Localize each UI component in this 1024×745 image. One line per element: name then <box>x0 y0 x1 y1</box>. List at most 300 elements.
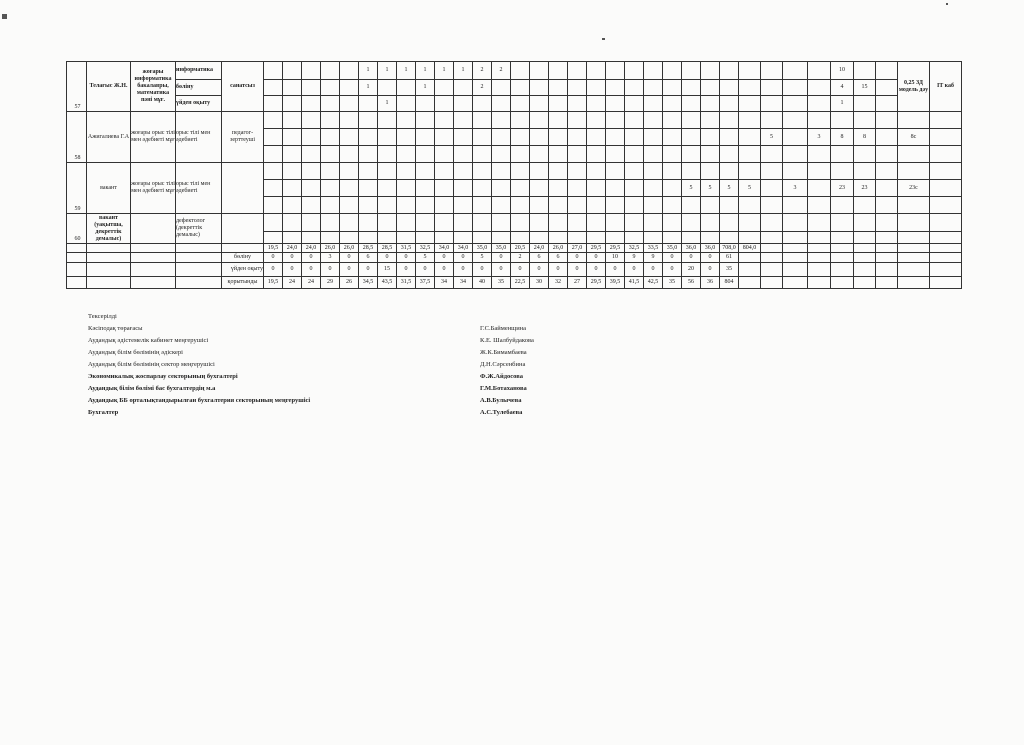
table-cell <box>898 244 930 253</box>
table-cell <box>397 129 416 146</box>
table-cell <box>264 80 283 96</box>
table-cell <box>587 96 606 112</box>
table-cell <box>720 163 739 180</box>
table-cell <box>739 62 761 80</box>
table-cell <box>854 62 876 80</box>
table-cell <box>321 96 340 112</box>
teacher-category: педагог-зерттеуші <box>222 112 264 163</box>
table-cell <box>739 112 761 129</box>
split-value: 61 <box>720 253 739 263</box>
teacher-education: жоғары орыс тілі мен әдебиеті мұғ <box>131 112 176 163</box>
table-cell <box>340 197 359 214</box>
table-cell <box>644 129 663 146</box>
table-cell <box>549 62 568 80</box>
table-cell <box>568 112 587 129</box>
table-cell <box>416 232 435 244</box>
table-cell <box>473 197 492 214</box>
table-cell <box>783 244 808 253</box>
table-cell <box>549 146 568 163</box>
table-cell <box>831 146 854 163</box>
grand-total-value: 37,5 <box>416 277 435 289</box>
teacher-name: Телағыс Ж.Н. <box>87 62 131 112</box>
hour-value: 1 <box>397 62 416 80</box>
split-value: 0 <box>264 253 283 263</box>
table-cell <box>720 62 739 80</box>
home-study-value: 0 <box>473 263 492 277</box>
scan-speck <box>2 14 7 19</box>
extra-note: 0,25 ЗД модель дәу <box>898 62 930 112</box>
signature-role: Аудандық білім бөлімі бас бухгалтердің м.а <box>88 385 216 392</box>
table-cell <box>321 80 340 96</box>
table-cell <box>530 180 549 197</box>
table-cell <box>761 80 783 96</box>
table-cell <box>568 96 587 112</box>
table-cell <box>625 80 644 96</box>
signature-name: Ж.К.Бимамбаева <box>480 349 527 356</box>
table-cell <box>549 232 568 244</box>
table-cell <box>473 214 492 232</box>
table-cell <box>473 112 492 129</box>
table-cell <box>321 112 340 129</box>
table-cell <box>492 112 511 129</box>
table-cell <box>701 129 720 146</box>
table-cell <box>587 180 606 197</box>
table-cell <box>511 62 530 80</box>
split-value: 0 <box>378 253 397 263</box>
split-value: 0 <box>302 253 321 263</box>
total-hours-value: 36,0 <box>701 244 720 253</box>
table-cell <box>87 277 131 289</box>
table-cell <box>606 163 625 180</box>
table-cell <box>587 163 606 180</box>
grand-total-value: 35 <box>492 277 511 289</box>
table-cell <box>898 277 930 289</box>
table-cell <box>831 253 854 263</box>
table-cell <box>283 163 302 180</box>
table-cell <box>359 129 378 146</box>
table-cell <box>549 180 568 197</box>
table-cell <box>739 277 761 289</box>
table-cell <box>831 263 854 277</box>
table-cell <box>663 232 682 244</box>
table-cell <box>176 253 222 263</box>
table-cell <box>283 62 302 80</box>
grand-total-value: 27 <box>568 277 587 289</box>
home-study-value: 0 <box>644 263 663 277</box>
table-cell <box>222 163 264 214</box>
table-cell <box>663 197 682 214</box>
table-cell <box>568 129 587 146</box>
table-cell <box>549 129 568 146</box>
grand-total-value: 804 <box>720 277 739 289</box>
split-value: 0 <box>682 253 701 263</box>
table-cell <box>67 253 87 263</box>
table-cell <box>682 214 701 232</box>
table-cell <box>808 62 831 80</box>
hour-value: 1 <box>359 62 378 80</box>
table-cell <box>378 146 397 163</box>
table-row <box>67 163 962 180</box>
hour-total: 8 <box>854 129 876 146</box>
hour-value: 1 <box>416 80 435 96</box>
table-cell <box>359 146 378 163</box>
hour-value: 3 <box>808 129 831 146</box>
table-cell <box>302 232 321 244</box>
signature-role: Аудандық білім бөлімінің әдіскері <box>88 349 183 356</box>
table-cell <box>511 214 530 232</box>
table-cell <box>720 80 739 96</box>
table-cell <box>625 62 644 80</box>
hour-total: 10 <box>831 62 854 80</box>
split-value: 10 <box>606 253 625 263</box>
table-cell <box>720 96 739 112</box>
table-cell <box>606 112 625 129</box>
table-cell <box>340 112 359 129</box>
table-cell <box>321 232 340 244</box>
total-hours-value: 24,0 <box>302 244 321 253</box>
table-row <box>67 112 962 129</box>
table-cell <box>783 129 808 146</box>
table-cell <box>176 277 222 289</box>
table-cell <box>898 253 930 263</box>
table-cell <box>761 180 783 197</box>
table-cell <box>644 96 663 112</box>
table-cell <box>930 277 962 289</box>
home-study-value: 0 <box>435 263 454 277</box>
table-cell <box>416 197 435 214</box>
table-cell <box>831 232 854 244</box>
table-cell <box>587 80 606 96</box>
table-cell <box>854 263 876 277</box>
table-cell <box>898 146 930 163</box>
total-hours-value: 31,5 <box>397 244 416 253</box>
table-row <box>67 277 962 289</box>
signature-name: Д.Н.Сәрсенбина <box>480 361 526 368</box>
table-cell <box>264 62 283 80</box>
table-cell <box>761 232 783 244</box>
total-hours-value: 29,5 <box>606 244 625 253</box>
table-cell <box>808 197 831 214</box>
table-cell <box>682 232 701 244</box>
table-cell <box>492 180 511 197</box>
table-cell <box>783 232 808 244</box>
table-cell <box>416 96 435 112</box>
table-cell <box>302 214 321 232</box>
table-cell <box>808 163 831 180</box>
table-cell <box>682 163 701 180</box>
table-cell <box>808 253 831 263</box>
table-cell <box>739 263 761 277</box>
hour-value: 15 <box>854 80 876 96</box>
table-cell <box>876 277 898 289</box>
table-cell <box>876 253 898 263</box>
table-cell <box>176 244 222 253</box>
table-cell <box>831 112 854 129</box>
hour-total: 23 <box>854 180 876 197</box>
table-cell <box>511 197 530 214</box>
total-hours-value: 33,5 <box>644 244 663 253</box>
table-cell <box>701 163 720 180</box>
table-cell <box>492 232 511 244</box>
table-cell <box>340 146 359 163</box>
table-cell <box>930 129 962 146</box>
table-cell <box>378 214 397 232</box>
table-cell <box>340 232 359 244</box>
table-cell <box>264 112 283 129</box>
table-row <box>67 96 962 112</box>
table-cell <box>808 244 831 253</box>
table-cell <box>701 96 720 112</box>
table-cell <box>283 96 302 112</box>
table-cell <box>831 214 854 232</box>
home-study-value: 0 <box>416 263 435 277</box>
table-cell <box>808 180 831 197</box>
grand-total-value: 24 <box>283 277 302 289</box>
signature-name: А.В.Булычева <box>480 397 522 404</box>
table-cell <box>783 96 808 112</box>
table-cell <box>739 146 761 163</box>
table-cell <box>739 80 761 96</box>
table-cell <box>340 163 359 180</box>
table-cell <box>761 197 783 214</box>
table-cell <box>644 214 663 232</box>
table-cell <box>176 263 222 277</box>
table-cell <box>644 180 663 197</box>
table-cell <box>321 214 340 232</box>
table-cell <box>454 232 473 244</box>
total-hours-value: 28,5 <box>378 244 397 253</box>
table-cell <box>397 80 416 96</box>
table-cell <box>397 180 416 197</box>
table-cell <box>783 214 808 232</box>
table-cell <box>492 197 511 214</box>
table-cell <box>435 112 454 129</box>
table-cell <box>511 80 530 96</box>
table-cell <box>808 80 831 96</box>
table-cell <box>663 180 682 197</box>
home-study-value: 20 <box>682 263 701 277</box>
hour-value: 8 <box>831 129 854 146</box>
table-cell <box>876 244 898 253</box>
table-cell <box>530 214 549 232</box>
table-cell <box>808 214 831 232</box>
table-cell <box>930 180 962 197</box>
table-cell <box>761 277 783 289</box>
signature-name: Ф.Ж.Айдосова <box>480 373 523 380</box>
table-cell <box>663 214 682 232</box>
total-hours-value: 26,0 <box>549 244 568 253</box>
home-study-value: 15 <box>378 263 397 277</box>
table-cell <box>416 146 435 163</box>
grand-total-value: 29,5 <box>587 277 606 289</box>
table-cell <box>568 146 587 163</box>
table-cell <box>435 232 454 244</box>
table-cell <box>701 80 720 96</box>
signature-name: Г.М.Ботаханова <box>480 385 527 392</box>
table-cell <box>454 112 473 129</box>
table-cell <box>302 80 321 96</box>
split-value: 2 <box>511 253 530 263</box>
subject-label: орыс тілі мен әдебиеті <box>176 112 222 163</box>
table-cell <box>511 163 530 180</box>
total-hours-value: 20,5 <box>511 244 530 253</box>
table-cell <box>397 112 416 129</box>
home-study-value: 0 <box>302 263 321 277</box>
table-cell <box>454 214 473 232</box>
table-cell <box>67 244 87 253</box>
scan-speck <box>946 3 948 5</box>
home-study-value: 0 <box>340 263 359 277</box>
hour-total: 23 <box>831 180 854 197</box>
table-cell <box>473 163 492 180</box>
table-cell <box>511 146 530 163</box>
table-cell <box>87 244 131 253</box>
table-cell <box>625 96 644 112</box>
table-cell <box>606 80 625 96</box>
table-cell <box>854 253 876 263</box>
table-cell <box>606 96 625 112</box>
table-cell <box>397 96 416 112</box>
signature-role: Экономикалық жоспарлау секторының бухгалтері <box>88 373 238 380</box>
table-cell <box>644 112 663 129</box>
table-cell <box>454 197 473 214</box>
table-cell <box>898 263 930 277</box>
table-cell <box>739 163 761 180</box>
table-cell <box>876 146 898 163</box>
table-cell <box>854 232 876 244</box>
hour-value: 5 <box>701 180 720 197</box>
signature-role: Аудандық білім бөлімінің сектор меңгерушісі <box>88 361 215 368</box>
table-cell <box>930 112 962 129</box>
table-cell <box>587 62 606 80</box>
table-cell <box>587 197 606 214</box>
table-cell <box>701 112 720 129</box>
row-number: 60 <box>67 214 87 244</box>
table-cell <box>397 232 416 244</box>
table-cell <box>530 232 549 244</box>
home-study-value: 0 <box>264 263 283 277</box>
table-cell <box>783 146 808 163</box>
table-cell <box>530 146 549 163</box>
total-hours-value: 24,0 <box>530 244 549 253</box>
table-row <box>67 253 962 263</box>
split-value: 0 <box>587 253 606 263</box>
split-value: 5 <box>416 253 435 263</box>
table-cell <box>783 62 808 80</box>
home-study-value: 0 <box>511 263 530 277</box>
table-cell <box>876 197 898 214</box>
home-study-value: 0 <box>530 263 549 277</box>
table-cell <box>854 244 876 253</box>
table-cell <box>854 214 876 232</box>
teacher-education: жоғары орыс тілі мен әдебиеті мұғ <box>131 163 176 214</box>
total-hours-value: 26,0 <box>321 244 340 253</box>
table-cell <box>930 253 962 263</box>
table-cell <box>511 180 530 197</box>
table-cell <box>761 146 783 163</box>
table-cell <box>783 163 808 180</box>
grand-total-value: 42,5 <box>644 277 663 289</box>
table-cell <box>876 214 898 232</box>
table-cell <box>739 96 761 112</box>
table-cell <box>359 96 378 112</box>
hour-total: 4 <box>831 80 854 96</box>
table-cell <box>222 214 264 244</box>
table-cell <box>264 96 283 112</box>
teacher-name: вакант (уақытша, декреттік демалыс) <box>87 214 131 244</box>
table-cell <box>222 244 264 253</box>
table-cell <box>625 129 644 146</box>
table-cell <box>568 80 587 96</box>
table-cell <box>492 163 511 180</box>
table-cell <box>876 263 898 277</box>
table-cell <box>283 112 302 129</box>
table-cell <box>454 146 473 163</box>
table-cell <box>625 163 644 180</box>
hour-value: 1 <box>435 62 454 80</box>
teacher-name: вакант <box>87 163 131 214</box>
table-row <box>67 263 962 277</box>
hour-value: 1 <box>378 62 397 80</box>
split-value: 0 <box>701 253 720 263</box>
total-hours-value: 26,0 <box>340 244 359 253</box>
table-cell <box>739 253 761 263</box>
table-cell <box>549 112 568 129</box>
table-cell <box>416 129 435 146</box>
table-cell <box>131 263 176 277</box>
table-cell <box>930 263 962 277</box>
table-cell <box>67 277 87 289</box>
table-cell <box>340 96 359 112</box>
table-cell <box>808 232 831 244</box>
table-cell <box>663 96 682 112</box>
table-cell <box>701 146 720 163</box>
table-cell <box>587 214 606 232</box>
table-cell <box>359 197 378 214</box>
table-cell <box>898 197 930 214</box>
table-cell <box>321 62 340 80</box>
grand-total-value: 39,5 <box>606 277 625 289</box>
split-value: 6 <box>530 253 549 263</box>
table-cell <box>568 163 587 180</box>
table-cell <box>808 112 831 129</box>
table-cell <box>302 112 321 129</box>
grand-total-value: 34 <box>454 277 473 289</box>
table-cell <box>898 163 930 180</box>
home-study-value: 0 <box>321 263 340 277</box>
split-value: 0 <box>492 253 511 263</box>
table-cell <box>340 80 359 96</box>
table-cell <box>625 232 644 244</box>
table-cell <box>549 96 568 112</box>
table-cell <box>511 112 530 129</box>
table-cell <box>340 214 359 232</box>
table-cell <box>264 129 283 146</box>
teacher-category: санатсыз <box>222 62 264 112</box>
table-cell <box>530 197 549 214</box>
table-cell <box>435 197 454 214</box>
signature-role: Бухгалтер <box>88 409 119 416</box>
table-cell <box>283 214 302 232</box>
table-cell <box>761 263 783 277</box>
table-cell <box>876 112 898 129</box>
table-cell <box>876 180 898 197</box>
table-cell <box>435 80 454 96</box>
home-study-value: 35 <box>720 263 739 277</box>
hour-value: 1 <box>378 96 397 112</box>
table-cell <box>898 214 930 232</box>
table-cell <box>131 277 176 289</box>
